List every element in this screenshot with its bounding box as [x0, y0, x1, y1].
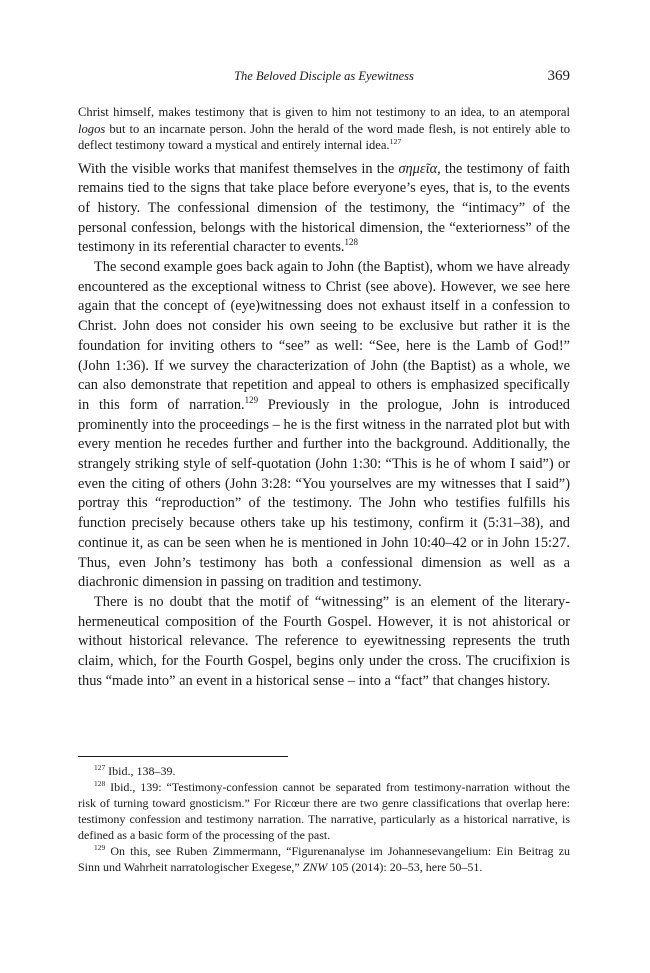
footnote-text: Ibid., 138–39. [105, 764, 176, 778]
block-quote-text: Christ himself, makes testimony that is given to him not testimony to an idea, to an atemporal [78, 105, 570, 119]
footnote-text-continued: 105 (2014): 20–53, here 50–51. [327, 860, 483, 874]
main-text [78, 160, 570, 692]
footnote-number: 127 [94, 763, 106, 772]
paragraph-1-text-continued: , the testimony of faith remains tied to the signs that take place before everyone’s eyes, that is, to the events of history. The confessional dimension of the testimony, the “intimacy” of the personal confession, belongs with the historical dimension, the “exteriorness” of the testimony in its referential character to events. [78, 160, 570, 256]
block-quote-text-continued: but to an incarnate person. John the herald of the word made flesh, is not entirely able to deflect testimony toward a mystical and entirely internal idea. [78, 121, 570, 152]
footnote-number: 129 [94, 843, 106, 852]
greek-term: σημεῖα [398, 160, 438, 177]
block-quote [78, 104, 570, 154]
footnote-rule [78, 756, 288, 757]
footnote-129 [78, 843, 570, 875]
footnote-ref-127[interactable]: 127 [389, 136, 402, 146]
running-title: The Beloved Disciple as Eyewitness [234, 69, 414, 83]
paragraph-1-text: With the visible works that manifest themselves in the [78, 160, 399, 177]
page-number: 369 [547, 68, 570, 84]
paragraph-3: There is no doubt that the motif of “witnessing” is an element of the literary-hermeneutical composition of the Fourth Gospel. However, it is not ahistorical or without historical relevance. The reference to eyewitnessing represents the truth claim, which, for the Fourth Gospel, begins only under the cross. The crucifixion is thus “made into” an event in a historical sense – into a “fact” that changes history. [78, 593, 570, 689]
body-text [78, 104, 570, 691]
footnote-number: 128 [94, 779, 106, 788]
running-header [78, 66, 570, 86]
footnote-text: On this, see Ruben Zimmermann, “Figurenanalyse im Johannesevangelium: Ein Beitrag zu Sinn und Wahrheit narratologischer Exegese,” [78, 844, 570, 874]
logos-italic: logos [78, 121, 106, 136]
paragraph-1 [78, 160, 570, 259]
footnote-ref-128[interactable]: 128 [344, 237, 358, 248]
footnote-text: Ibid., 139: “Testimony-confession cannot be separated from testimony-narration without the risk of turning toward gnosticism.” For Ricœur there are two genre classifications that overlap here: testimony confession and testimony narration. The narrative, particularly as a historical narrative, is defined as a basic form of the processing of the past. [78, 780, 570, 842]
footnote-127 [78, 763, 570, 779]
paragraph-2-text-continued: Previously in the prologue, John is introduced prominently into the proceedings – he is the first witness in the narrated plot but with every mention he recedes further and further into the background. Additionally, the strangely striking style of self-quotation (John 1:30: “This is he of whom I said”) or even the citing of others (John 3:28: “You yourselves are my witnesses that I said”) portray this “reproduction” of the testimony. The John who testifies fulfills his function precisely because others take up his testimony, confirm it (5:31–38), and continue it, as can be seen when he is mentioned in John 10:40–42 or in John 15:27. Thus, even John’s testimony has both a confessional dimension as well as a diachronic dimension in passing on tradition and testimony. [78, 396, 570, 591]
paragraph-2 [78, 258, 570, 593]
paragraph-2-text: The second example goes back again to John (the Baptist), whom we have already encountered as the exceptional witness to Christ (see above). However, we see here again that the concept of (eye)witnessing does not exhaust itself in a confession to Christ. John does not consider his own seeing to be exclusive but rather it is the foundation for inviting others to “see” as well: “See, here is the Lamb of God!” (John 1:36). If we survey the characterization of John (the Baptist) as a whole, we can also demonstrate that repetition and appeal to others is emphasized specifically in this form of narration. [78, 259, 570, 413]
journal-title: ZNW [302, 860, 328, 874]
footnotes [78, 756, 570, 875]
footnote-128 [78, 779, 570, 843]
footnote-ref-129[interactable]: 129 [244, 395, 259, 406]
